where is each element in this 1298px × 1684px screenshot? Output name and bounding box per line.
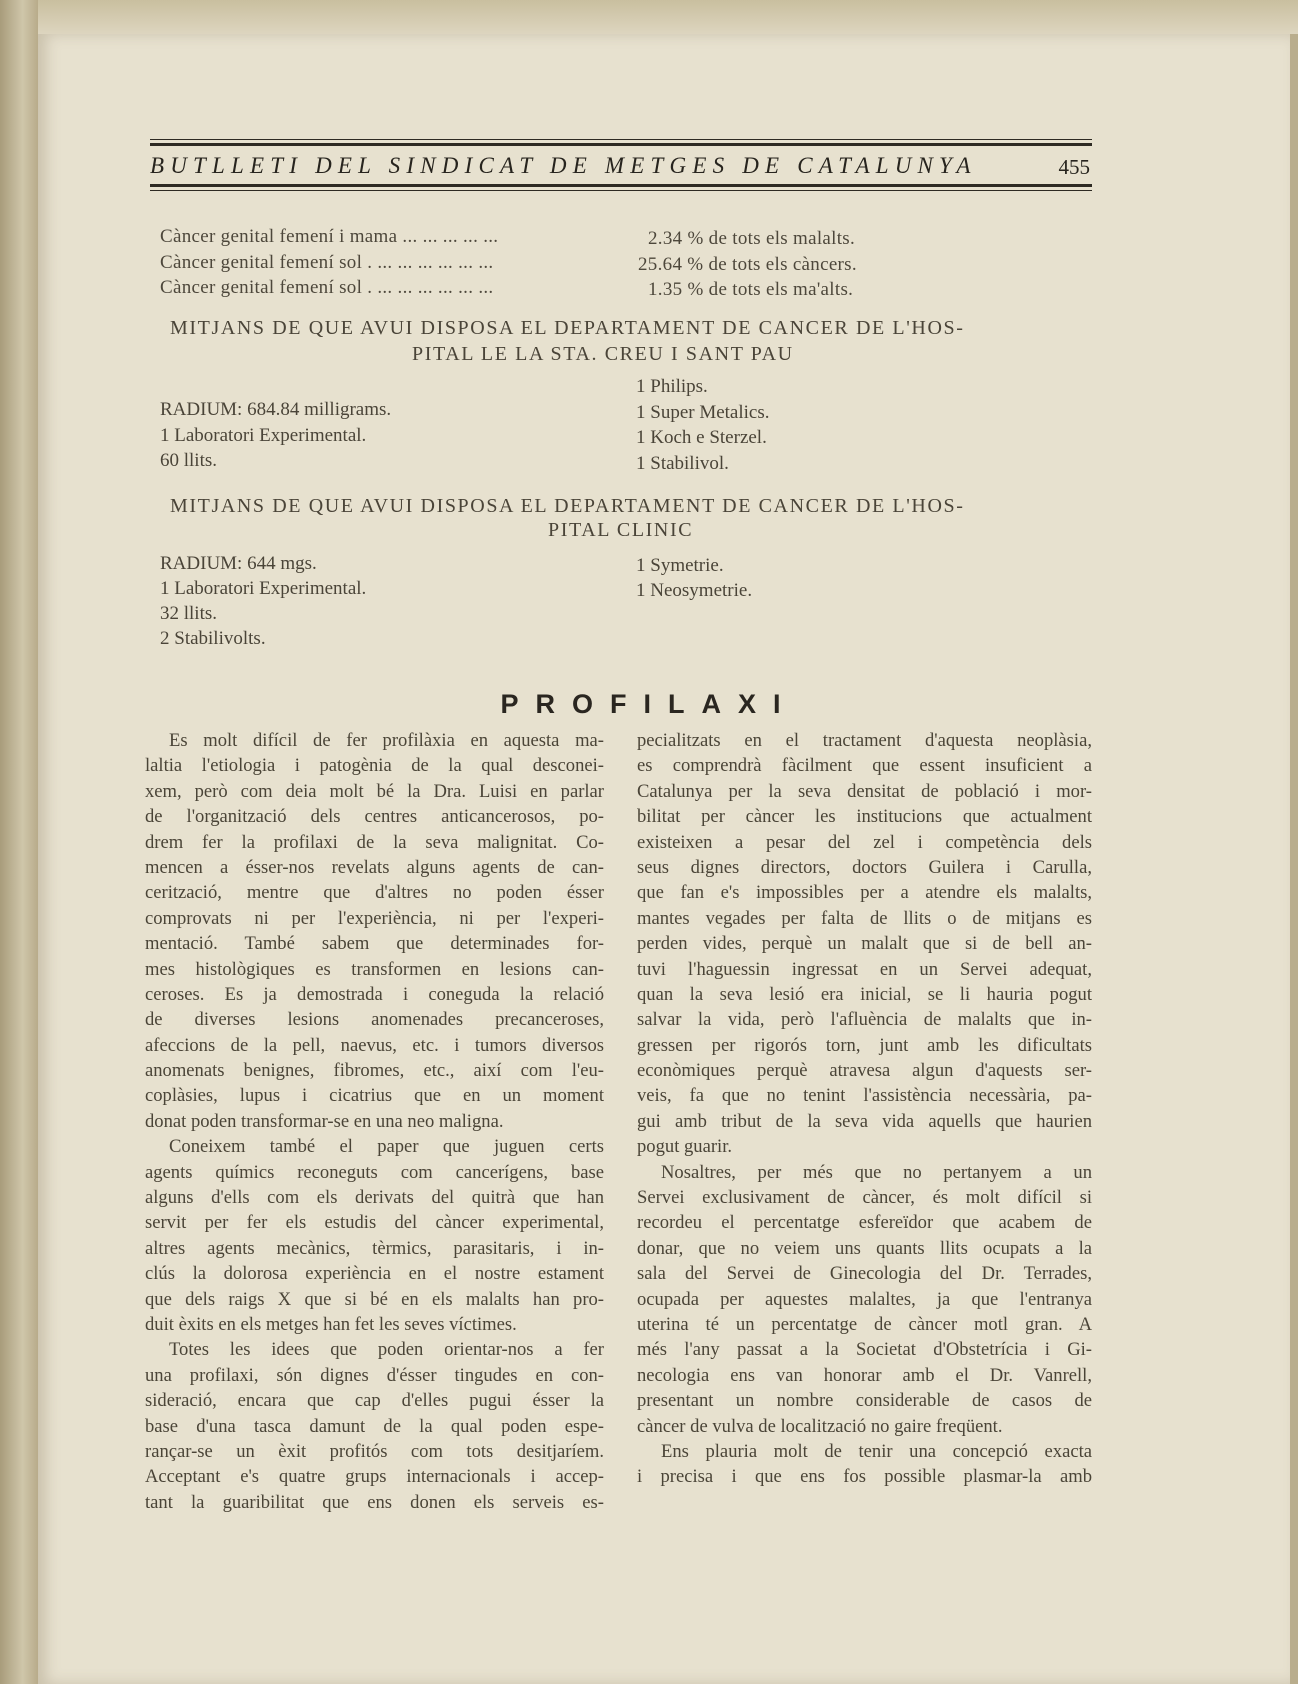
article-line: ocupada per aquestes malaltes, ja que l'entranya <box>637 1288 1092 1310</box>
article-line: duit èxits en els metges han fet les seves víctimes. <box>145 1313 517 1335</box>
article-line: sideració, encara que cap d'elles pugui ésser la <box>145 1390 604 1412</box>
equipment-item: 1 Super Metalics. <box>636 402 770 423</box>
equipment-item: 1 Neosymetrie. <box>636 580 753 601</box>
stat-value: 1.35 % de tots els ma'alts. <box>648 279 854 300</box>
page-number: 455 <box>1058 155 1090 179</box>
page-top-edge <box>38 0 1298 34</box>
stat-value: 2.34 % de tots els malalts. <box>648 228 856 249</box>
article-line: agents químics reconeguts com cancerígens, base <box>145 1161 604 1183</box>
article-line: econòmiques perquè atravesa algun d'aquests ser- <box>637 1060 1092 1082</box>
article-line: mentació. També sabem que determinades for- <box>145 933 604 955</box>
article-line: tuvi l'haguessin ingressat en un Servei adequat, <box>637 958 1092 980</box>
article-line: xem, però com deia molt bé la Dra. Luisi en parlar <box>145 780 604 802</box>
article-line: donat poden transformar-se en una neo maligna. <box>145 1110 504 1132</box>
article-line: rançar-se un èxit profitós com tots desitjaríem. <box>145 1440 604 1462</box>
article-line: servit per fer els estudis del càncer experimental, <box>145 1212 604 1234</box>
article-line: Nosaltres, per més que no pertanyem a un <box>661 1161 1092 1183</box>
article-line: Acceptant e's quatre grups internacionals i accep- <box>145 1466 604 1488</box>
stat-value: 25.64 % de tots els càncers. <box>638 254 857 275</box>
article-line: comprovats ni per l'experiència, ni per l'experi- <box>145 907 604 929</box>
article-line: Catalunya per la seva densitat de població i mor- <box>637 780 1092 802</box>
section-heading: MITJANS DE QUE AVUI DISPOSA EL DEPARTAMENT DE CANCER DE L'HOS- <box>170 317 965 339</box>
article-title: PROFILAXI <box>500 689 798 719</box>
article-line: existeixen a pesar del zel i competència dels <box>637 831 1092 853</box>
journal-title: BUTLLETI DEL SINDICAT DE METGES DE CATALUNYA <box>150 153 977 178</box>
article-line: i precisa i que ens fos possible plasmar-la amb <box>637 1466 1092 1488</box>
equipment-item: 1 Philips. <box>636 376 708 397</box>
stat-label: Càncer genital femení sol . ... ... ... ... ... ... <box>160 277 494 298</box>
article-line: salvar la vida, però l'afluència de malalts que in- <box>637 1009 1092 1031</box>
article-line: Coneixem també el paper que juguen certs <box>169 1136 604 1158</box>
article-line: Es molt difícil de fer profilàxia en aquesta ma- <box>169 730 604 751</box>
article-line: drem fer la profilaxi de la seva malignitat. Co- <box>145 831 604 853</box>
equipment-item: 60 llits. <box>160 450 218 471</box>
article-line: altres agents mecànics, tèrmics, parasitaris, i in- <box>145 1237 604 1259</box>
article-line: recordeu el percentatge esfereïdor que acabem de <box>637 1212 1092 1234</box>
article-line: que fan e's impossibles per a atendre els malalts, <box>637 882 1092 904</box>
equipment-item: 1 Stabilivol. <box>636 453 729 474</box>
equipment-item: 1 Laboratori Experimental. <box>160 425 367 446</box>
article-line: més l'any passat a la Societat d'Obstetrícia i Gi- <box>637 1339 1092 1361</box>
stat-label: Càncer genital femení sol . ... ... ... ... ... ... <box>160 252 494 273</box>
equipment-item: 1 Laboratori Experimental. <box>160 578 367 599</box>
section-heading: MITJANS DE QUE AVUI DISPOSA EL DEPARTAMENT DE CANCER DE L'HOS- <box>170 495 965 517</box>
article-line: clús la dolorosa experiència en el nostre estament <box>145 1263 604 1285</box>
article-line: base d'una tasca damunt de la qual poden espe- <box>145 1415 604 1437</box>
stat-label: Càncer genital femení i mama ... ... ... ... ... <box>160 226 499 247</box>
article-line: donar, que no veiem uns quants llits ocupats a la <box>637 1237 1092 1259</box>
article-line: bilitat per càncer les institucions que actualment <box>637 806 1092 828</box>
article-line: sala del Servei de Ginecologia del Dr. Terrades, <box>637 1263 1092 1285</box>
article-line: veis, fa que no tenint l'assistència necessària, pa- <box>637 1085 1092 1107</box>
article-line: mantes vegades per falta de llits o de mitjans es <box>637 907 1092 929</box>
equipment-item: RADIUM: 684.84 milligrams. <box>160 399 392 420</box>
article-column-left <box>145 728 604 1515</box>
article-line: mencen a ésser-nos revelats alguns agents de can- <box>145 856 604 878</box>
article-line: mes histològiques es transformen en lesions can- <box>145 958 604 980</box>
equipment-item: 1 Koch e Sterzel. <box>636 427 767 448</box>
article-line: tant la guaribilitat que ens donen els serveis es- <box>145 1491 604 1513</box>
article-line: pecialitzats en el tractament d'aquesta neoplàsia, <box>637 730 1092 751</box>
article-line: que dels raigs X que si bé en els malalts han pro- <box>145 1288 604 1310</box>
article-line: alguns d'ells com els derivats del quitrà que han <box>145 1187 604 1209</box>
article-line: es comprendrà fàcilment que essent insuficient a <box>637 755 1092 777</box>
article-line: Servei exclusivament de càncer, és molt difícil si <box>637 1187 1092 1209</box>
article-column-right <box>637 728 1092 1490</box>
equipment-item: 1 Symetrie. <box>636 555 724 576</box>
article-line: Totes les idees que poden orientar-nos a fer <box>169 1339 604 1361</box>
article-line: càncer de vulva de localització no gaire freqüent. <box>637 1415 1003 1437</box>
article-line: gui amb tribut de la seva vida aquells que haurien <box>637 1110 1092 1132</box>
book-spine <box>0 0 38 1684</box>
article-line: quan la seva lesió era inicial, se li hauria pogut <box>637 983 1092 1005</box>
article-line: de l'organització dels centres anticancerosos, po- <box>145 806 604 828</box>
article-line: perden vides, perquè un malalt que si de bell an- <box>637 933 1092 955</box>
section-heading: PITAL LE LA STA. CREU I SANT PAU <box>412 343 794 365</box>
equipment-item: 32 llits. <box>160 603 218 624</box>
header-rule-bottom <box>150 184 1092 191</box>
article-line: gressen per rigorós torn, junt amb les dificultats <box>637 1034 1092 1056</box>
equipment-item: RADIUM: 644 mgs. <box>160 553 317 574</box>
equipment-item: 2 Stabilivolts. <box>160 628 266 649</box>
article-line: pogut guarir. <box>637 1136 733 1158</box>
running-head <box>150 149 1092 181</box>
article-line: de diverses lesions anomenades precanceroses, <box>145 1009 604 1031</box>
article-line: Ens plauria molt de tenir una concepció exacta <box>661 1440 1092 1462</box>
article-line: cerització, mentre que d'altres no poden ésser <box>145 882 604 904</box>
article-line: presentant un nombre considerable de casos de <box>637 1390 1092 1412</box>
section-heading: PITAL CLINIC <box>548 519 694 541</box>
article-line: seus dignes directors, doctors Guilera i Carulla, <box>637 856 1092 878</box>
article-line: necologia ens van honorar amb el Dr. Vanrell, <box>637 1364 1092 1386</box>
header-rule-top <box>150 139 1092 146</box>
article-line: anomenats benignes, fibromes, etc., així com l'eu- <box>145 1060 604 1082</box>
article-line: coplàsies, lupus i cicatrius que en un moment <box>145 1085 604 1107</box>
article-line: ceroses. Es ja demostrada i coneguda la relació <box>145 983 604 1005</box>
article-line: afeccions de la pell, naevus, etc. i tumors diversos <box>145 1034 604 1056</box>
article-line: uterina té un percentatge de càncer motl gran. A <box>637 1313 1092 1335</box>
article-line: laltia l'etiologia i patogènia de la qual desconei- <box>145 755 604 777</box>
article-line: una profilaxi, són dignes d'ésser tingudes en con- <box>145 1364 604 1386</box>
